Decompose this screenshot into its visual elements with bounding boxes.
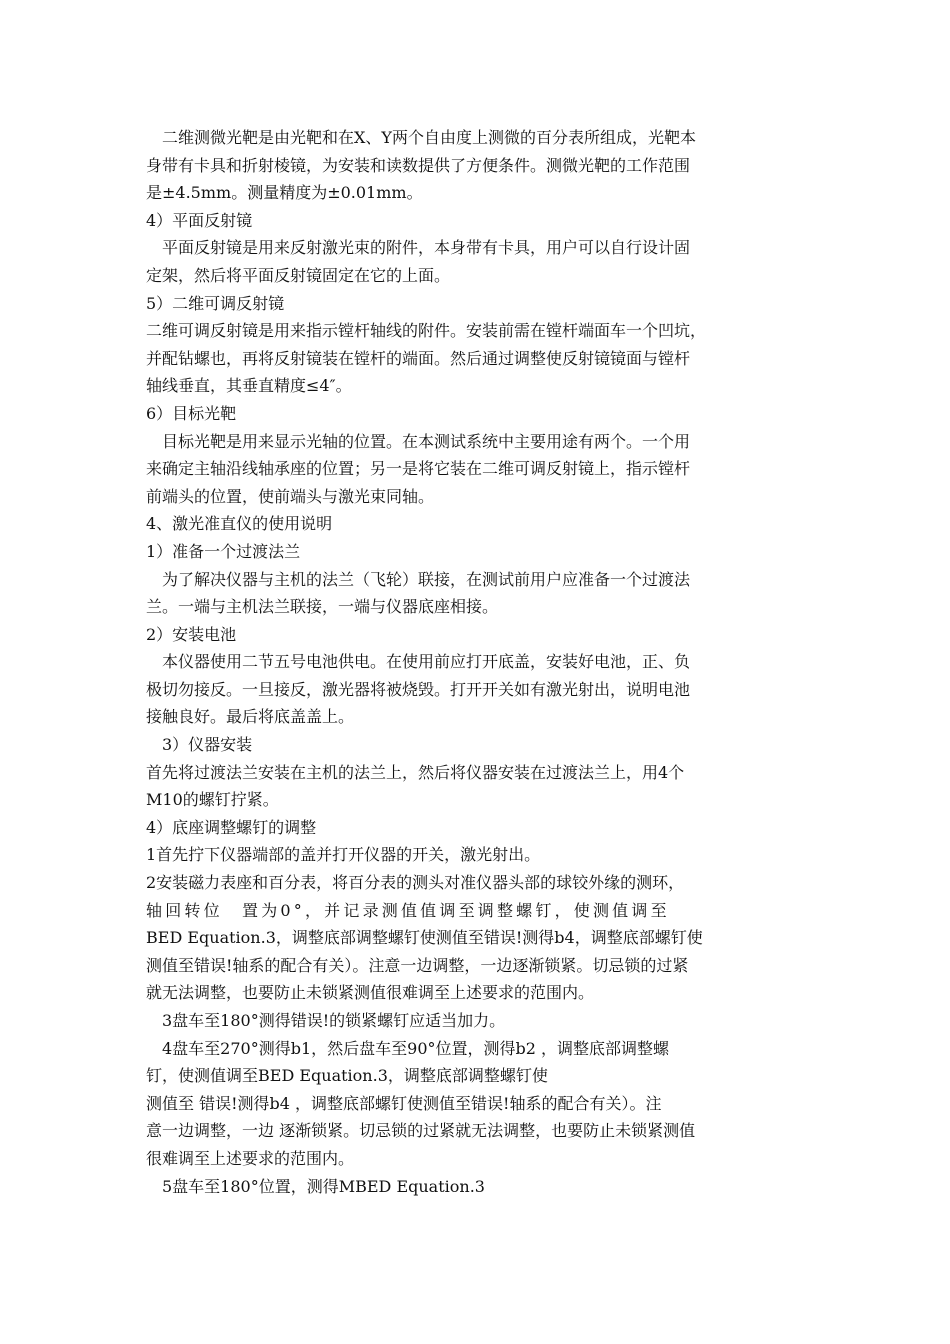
text-line: 首先将过渡法兰安装在主机的法兰上，然后将仪器安装在过渡法兰上，用4个 bbox=[146, 762, 685, 782]
text-line: 接触良好。最后将底盖盖上。 bbox=[146, 707, 355, 727]
text-line: M10的螺钉拧紧。 bbox=[146, 790, 279, 810]
section-heading: 4）底座调整螺钉的调整 bbox=[146, 817, 317, 837]
text-line: 很难调至上述要求的范围内。 bbox=[146, 1148, 355, 1168]
text-line: 5盘车至180°位置，测得MBED Equation.3 bbox=[162, 1176, 485, 1196]
text-line: 平面反射镜是用来反射激光束的附件，本身带有卡具，用户可以自行设计固 bbox=[162, 238, 691, 258]
text-line: 并配钻螺也，再将反射镜装在镗杆的端面。然后通过调整使反射镜镜面与镗杆 bbox=[146, 348, 691, 368]
text-line: 4盘车至270°测得b1，然后盘车至90°位置，测得b2 ，调整底部调整螺 bbox=[162, 1038, 670, 1058]
text-line: 定架，然后将平面反射镜固定在它的上面。 bbox=[146, 265, 451, 285]
text-line: 极切勿接反。一旦接反，激光器将被烧毁。打开开关如有激光射出，说明电池 bbox=[146, 679, 691, 699]
text-line: 来确定主轴沿线轴承座的位置；另一是将它装在二维可调反射镜上，指示镗杆 bbox=[146, 459, 691, 479]
text-line: 二维测微光靶是由光靶和在X、Y两个自由度上测微的百分表所组成，光靶本 bbox=[162, 128, 696, 147]
section-heading: 2）安装电池 bbox=[146, 624, 237, 644]
document-page bbox=[146, 124, 806, 1200]
section-heading: 1）准备一个过渡法兰 bbox=[146, 541, 301, 561]
text-line: 本仪器使用二节五号电池供电。在使用前应打开底盖，安装好电池，正、负 bbox=[162, 652, 691, 672]
text-line: 兰。一端与主机法兰联接，一端与仪器底座相接。 bbox=[146, 597, 499, 617]
text-line: 2安装磁力表座和百分表，将百分表的测头对准仪器头部的球铰外缘的测环， bbox=[146, 873, 685, 893]
text-line: 是±4.5mm。测量精度为±0.01mm。 bbox=[146, 183, 423, 203]
text-line: 轴线垂直，其垂直精度≤4″。 bbox=[146, 376, 352, 396]
text-line: 测值至错误!轴系的配合有关）。注意一边调整，一边逐渐锁紧。切忌锁的过紧 bbox=[146, 955, 689, 975]
text-line: 3盘车至180°测得错误!的锁紧螺钉应适当加力。 bbox=[162, 1011, 506, 1030]
text-line: 目标光靶是用来显示光轴的位置。在本测试系统中主要用途有两个。一个用 bbox=[162, 431, 691, 451]
section-heading: 4）平面反射镜 bbox=[146, 210, 253, 230]
section-heading: 3）仪器安装 bbox=[162, 735, 253, 755]
text-line: 意一边调整，一边 逐渐锁紧。切忌锁的过紧就无法调整，也要防止未锁紧测值 bbox=[146, 1121, 696, 1141]
text-line: 轴回转位 置为0°，并记录测值值调至调整螺钉，使测值调至 bbox=[146, 900, 670, 920]
text-line: BED Equation.3，调整底部调整螺钉使测值至错误!测得b4，调整底部螺钉使 bbox=[146, 928, 703, 948]
text-line: 为了解决仪器与主机的法兰（飞轮）联接，在测试前用户应准备一个过渡法 bbox=[162, 569, 691, 589]
text-line: 1首先拧下仪器端部的盖并打开仪器的开关，激光射出。 bbox=[146, 845, 541, 865]
text-line: 测值至 错误!测得b4 ，调整底部螺钉使测值至错误!轴系的配合有关）。注 bbox=[146, 1093, 662, 1113]
text-line: 就无法调整，也要防止未锁紧测值很难调至上述要求的范围内。 bbox=[146, 983, 595, 1003]
section-heading: 6）目标光靶 bbox=[146, 403, 237, 423]
text-line: 二维可调反射镜是用来指示镗杆轴线的附件。安装前需在镗杆端面车一个凹坑， bbox=[146, 321, 707, 341]
text-line: 前端头的位置，使前端头与激光束同轴。 bbox=[146, 486, 435, 506]
text-line: 钉，使测值调至BED Equation.3，调整底部调整螺钉使 bbox=[146, 1066, 548, 1086]
text-line: 身带有卡具和折射棱镜，为安装和读数提供了方便条件。测微光靶的工作范围 bbox=[146, 155, 691, 175]
section-heading: 5）二维可调反射镜 bbox=[146, 293, 285, 313]
section-heading: 4、激光准直仪的使用说明 bbox=[146, 514, 333, 534]
